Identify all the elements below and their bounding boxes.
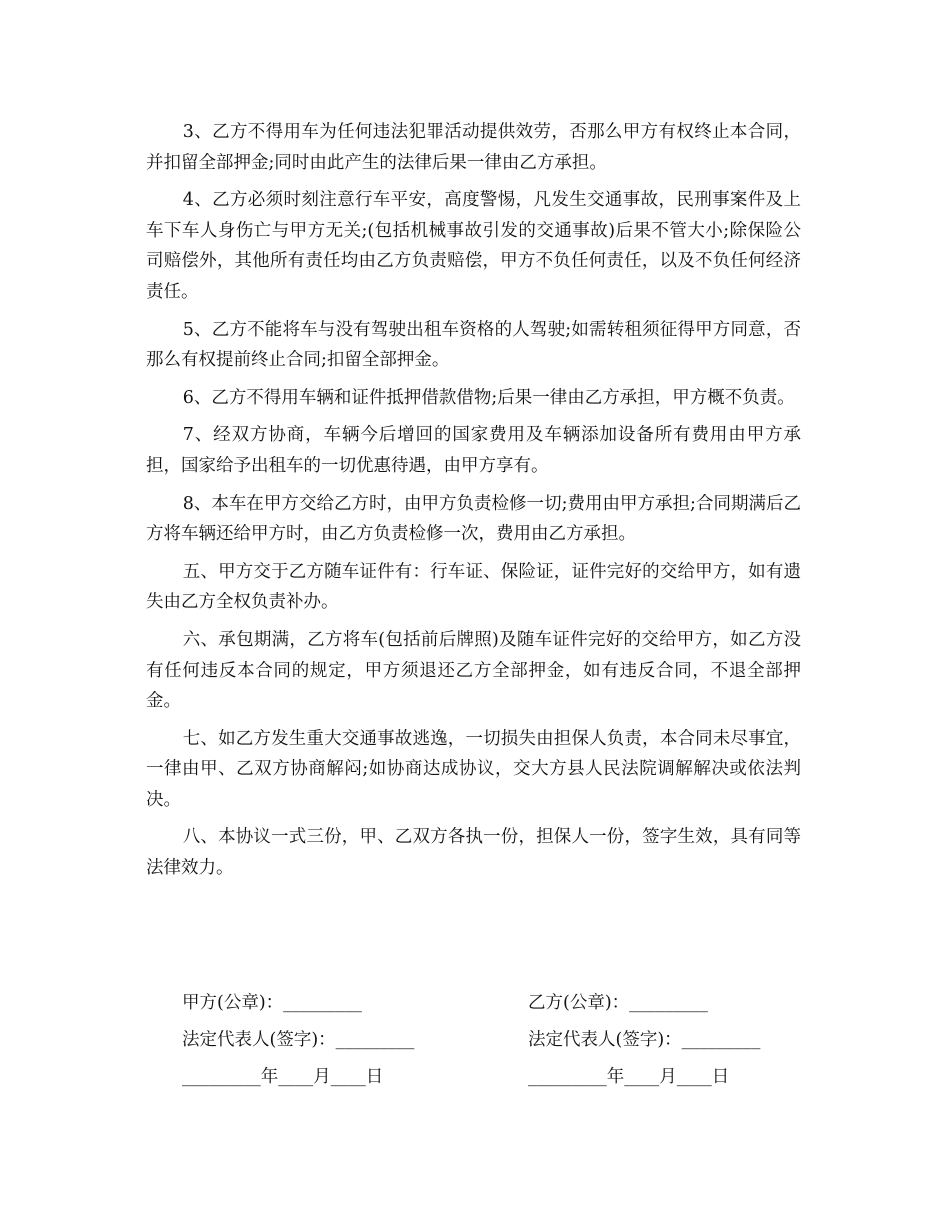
clause-6: 6、乙方不得用车辆和证件抵押借款借物;后果一律由乙方承担，甲方概不负责。 bbox=[182, 387, 795, 408]
article-5: 五、甲方交于乙方随车证件有：行车证、保险证，证件完好的交给甲方，如有遗失由乙方全权负责补办。 bbox=[146, 561, 801, 613]
seal-row bbox=[182, 988, 802, 1025]
party-b-date-line: _________年____月____日 bbox=[528, 1067, 730, 1087]
date-row bbox=[182, 1062, 802, 1099]
representative-row bbox=[182, 1025, 802, 1062]
party-b-seal-line: 乙方(公章)：_________ bbox=[528, 993, 708, 1013]
clause-5: 5、乙方不能将车与没有驾驶出租车资格的人驾驶;如需转租须征得甲方同意，否那么有权提前终止合同;扣留全部押金。 bbox=[146, 319, 801, 371]
party-a-representative-line: 法定代表人(签字)：_________ bbox=[182, 1030, 415, 1050]
clause-8: 8、本车在甲方交给乙方时，由甲方负责检修一切;费用由甲方承担;合同期满后乙方将车辆还给甲方时，由乙方负责检修一次，费用由乙方承担。 bbox=[146, 493, 801, 545]
signature-block bbox=[182, 988, 802, 1099]
contract-body bbox=[146, 117, 801, 891]
clause-4: 4、乙方必须时刻注意行车平安，高度警惕，凡发生交通事故，民刑事案件及上车下车人身伤亡与甲方无关;(包括机械事故引发的交通事故)后果不管大小;除保险公司赔偿外，其他所有责任均由乙方负责赔偿，甲方不负任何责任，以及不负任何经济责任。 bbox=[146, 190, 801, 302]
party-a-date-line: _________年____月____日 bbox=[182, 1067, 384, 1087]
article-6: 六、承包期满，乙方将车(包括前后牌照)及随车证件完好的交给甲方，如乙方没有任何违反本合同的规定，甲方须退还乙方全部押金，如有违反合同，不退全部押金。 bbox=[146, 629, 801, 712]
clause-7: 7、经双方协商，车辆今后增回的国家费用及车辆添加设备所有费用由甲方承担，国家给予出租车的一切优惠待遇，由甲方享有。 bbox=[146, 425, 801, 476]
party-b-representative-line: 法定代表人(签字)：_________ bbox=[528, 1030, 761, 1050]
clause-3: 3、乙方不得用车为任何违法犯罪活动提供效劳，否那么甲方有权终止本合同，并扣留全部押金;同时由此产生的法律后果一律由乙方承担。 bbox=[146, 122, 801, 173]
article-7: 七、如乙方发生重大交通事故逃逸，一切损失由担保人负责，本合同未尽事宜，一律由甲、乙双方协商解闷;如协商达成协议，交大方县人民法院调解解决或依法判决。 bbox=[146, 728, 801, 810]
party-a-seal-line: 甲方(公章)：_________ bbox=[182, 993, 362, 1013]
article-8: 八、本协议一式三份，甲、乙双方各执一份，担保人一份，签字生效，具有同等法律效力。 bbox=[146, 827, 801, 879]
